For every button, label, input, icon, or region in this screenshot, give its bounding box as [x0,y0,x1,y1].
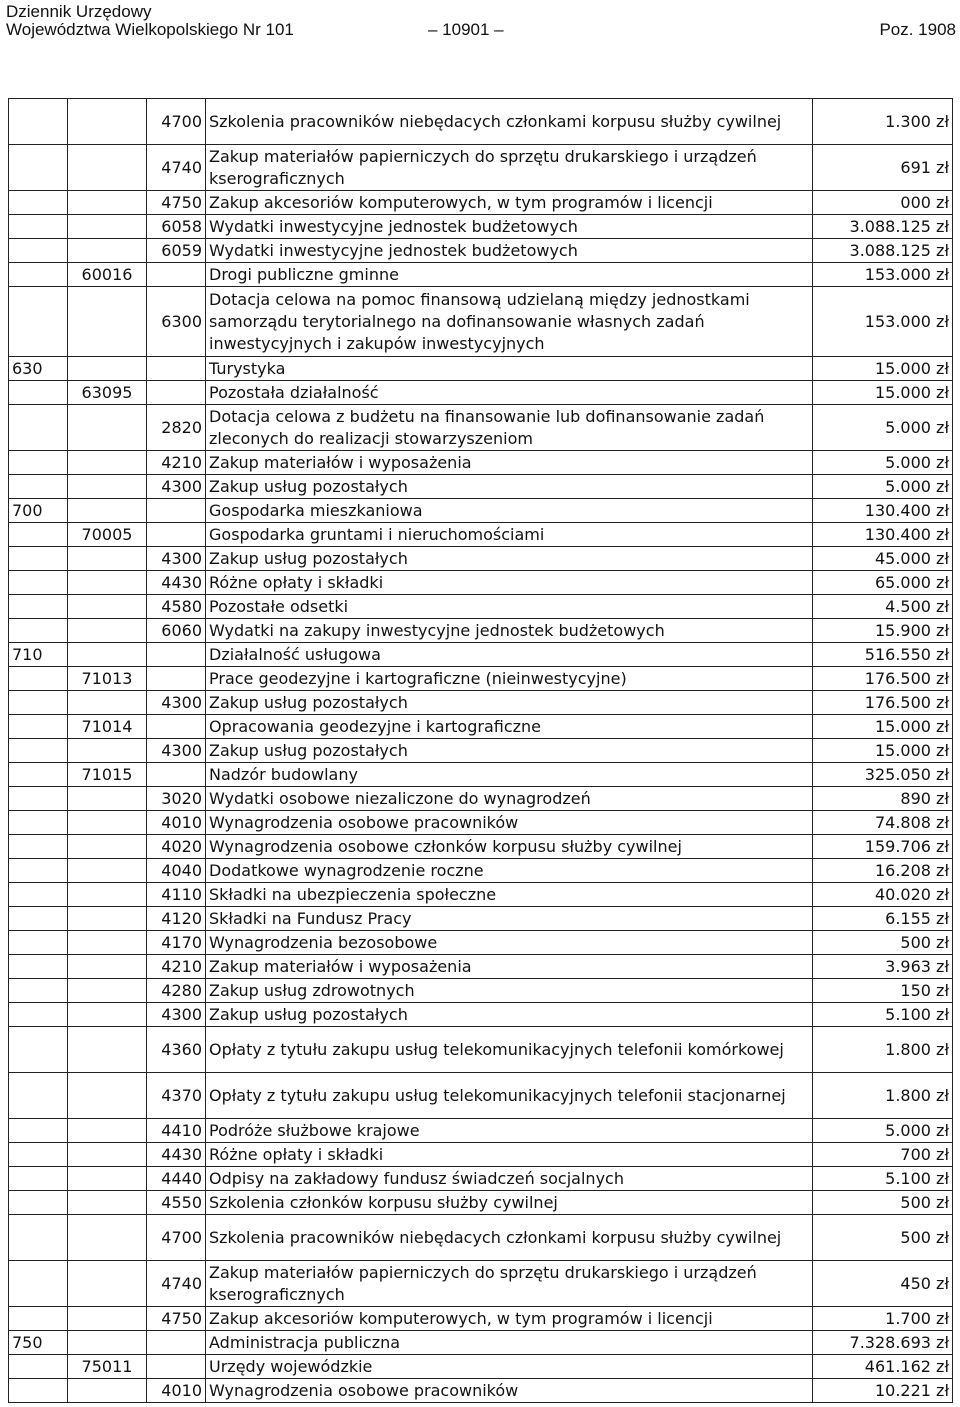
description-cell: Nadzór budowlany [206,763,813,787]
description-cell: Składki na ubezpieczenia społeczne [206,883,813,907]
description-cell: Administracja publiczna [206,1331,813,1355]
table-row [9,381,953,405]
paragraph-cell: 6060 [147,619,206,643]
division-cell: 630 [9,357,68,381]
paragraph-cell: 4300 [147,475,206,499]
division-cell [9,145,68,191]
description-cell: Zakup usług pozostałych [206,1003,813,1027]
division-cell: 710 [9,643,68,667]
amount-cell: 700 zł [813,1143,953,1167]
division-cell [9,523,68,547]
paragraph-cell [147,381,206,405]
amount-cell: 130.400 zł [813,523,953,547]
amount-cell: 15.000 zł [813,739,953,763]
division-cell [9,907,68,931]
paragraph-cell: 4700 [147,1215,206,1261]
chapter-cell [68,1143,147,1167]
journal-issue: Województwa Wielkopolskiego Nr 101 [6,20,294,39]
table-row [9,1331,953,1355]
division-cell [9,1167,68,1191]
chapter-cell: 63095 [68,381,147,405]
amount-cell: 500 zł [813,931,953,955]
division-cell [9,405,68,451]
description-cell: Wydatki na zakupy inwestycyjne jednostek budżetowych [206,619,813,643]
chapter-cell [68,499,147,523]
table-row [9,1261,953,1307]
division-cell [9,1355,68,1379]
amount-cell: 159.706 zł [813,835,953,859]
division-cell [9,1003,68,1027]
paragraph-cell: 4430 [147,1143,206,1167]
table-row [9,1027,953,1073]
table-row [9,215,953,239]
chapter-cell: 71013 [68,667,147,691]
description-cell: Różne opłaty i składki [206,1143,813,1167]
paragraph-cell [147,357,206,381]
description-cell: Różne opłaty i składki [206,571,813,595]
table-row [9,357,953,381]
chapter-cell [68,1027,147,1073]
paragraph-cell: 4410 [147,1119,206,1143]
paragraph-cell: 4300 [147,1003,206,1027]
amount-cell: 461.162 zł [813,1355,953,1379]
chapter-cell [68,357,147,381]
division-cell [9,667,68,691]
chapter-cell [68,451,147,475]
division-cell [9,475,68,499]
description-cell: Gospodarka mieszkaniowa [206,499,813,523]
table-row [9,571,953,595]
description-cell: Zakup usług pozostałych [206,547,813,571]
description-cell: Szkolenia członków korpusu służby cywilnej [206,1191,813,1215]
paragraph-cell: 4440 [147,1167,206,1191]
table-row [9,811,953,835]
chapter-cell [68,1261,147,1307]
table-row [9,1307,953,1331]
paragraph-cell: 6300 [147,287,206,357]
paragraph-cell: 4210 [147,451,206,475]
table-row [9,239,953,263]
table-row [9,263,953,287]
page-number: – 10901 – [428,20,504,39]
chapter-cell [68,595,147,619]
description-cell: Podróże służbowe krajowe [206,1119,813,1143]
description-cell: Składki na Fundusz Pracy [206,907,813,931]
description-cell: Wynagrodzenia osobowe pracowników [206,811,813,835]
division-cell [9,859,68,883]
description-cell: Dotacja celowa na pomoc finansową udzielaną między jednostkami samorządu terytorialnego na dofinansowanie własnych zadań inwestycyjnych i zakupów inwestycyjnych [206,287,813,357]
paragraph-cell [147,1331,206,1355]
division-cell [9,99,68,145]
description-cell: Zakup akcesoriów komputerowych, w tym programów i licencji [206,191,813,215]
amount-cell: 153.000 zł [813,263,953,287]
amount-cell: 65.000 zł [813,571,953,595]
chapter-cell [68,787,147,811]
amount-cell: 450 zł [813,1261,953,1307]
amount-cell: 5.000 zł [813,405,953,451]
description-cell: Szkolenia pracowników niebędacych członkami korpusu służby cywilnej [206,1215,813,1261]
table-row [9,451,953,475]
chapter-cell [68,883,147,907]
chapter-cell [68,191,147,215]
description-cell: Turystyka [206,357,813,381]
chapter-cell [68,571,147,595]
chapter-cell [68,1003,147,1027]
table-row [9,667,953,691]
division-cell [9,215,68,239]
table-row [9,1355,953,1379]
amount-cell: 1.800 zł [813,1073,953,1119]
amount-cell: 176.500 zł [813,667,953,691]
amount-cell: 5.000 zł [813,451,953,475]
division-cell [9,239,68,263]
description-cell: Zakup materiałów i wyposażenia [206,955,813,979]
chapter-cell [68,931,147,955]
amount-cell: 40.020 zł [813,883,953,907]
chapter-cell: 75011 [68,1355,147,1379]
table-row [9,145,953,191]
description-cell: Zakup usług zdrowotnych [206,979,813,1003]
chapter-cell [68,955,147,979]
amount-cell: 1.700 zł [813,1307,953,1331]
chapter-cell [68,1191,147,1215]
paragraph-cell [147,715,206,739]
amount-cell: 890 zł [813,787,953,811]
amount-cell: 5.000 zł [813,475,953,499]
table-row [9,547,953,571]
description-cell: Opracowania geodezyjne i kartograficzne [206,715,813,739]
table-row [9,1191,953,1215]
paragraph-cell: 4700 [147,99,206,145]
amount-cell: 4.500 zł [813,595,953,619]
description-cell: Działalność usługowa [206,643,813,667]
paragraph-cell: 4170 [147,931,206,955]
chapter-cell: 71014 [68,715,147,739]
description-cell: Opłaty z tytułu zakupu usług telekomunikacyjnych telefonii stacjonarnej [206,1073,813,1119]
table-row [9,835,953,859]
paragraph-cell [147,523,206,547]
table-row [9,405,953,451]
division-cell [9,1379,68,1403]
paragraph-cell: 6058 [147,215,206,239]
chapter-cell [68,1167,147,1191]
table-row [9,1119,953,1143]
table-row [9,739,953,763]
description-cell: Wydatki osobowe niezaliczone do wynagrodzeń [206,787,813,811]
chapter-cell [68,475,147,499]
division-cell [9,1143,68,1167]
paragraph-cell [147,643,206,667]
description-cell: Dotacja celowa z budżetu na finansowanie lub dofinansowanie zadań zleconych do realizacji stowarzyszeniom [206,405,813,451]
chapter-cell [68,287,147,357]
table-row [9,1073,953,1119]
description-cell: Zakup materiałów i wyposażenia [206,451,813,475]
paragraph-cell: 4370 [147,1073,206,1119]
description-cell: Wydatki inwestycyjne jednostek budżetowych [206,239,813,263]
paragraph-cell: 4300 [147,547,206,571]
chapter-cell [68,1331,147,1355]
paragraph-cell: 4300 [147,739,206,763]
division-cell [9,263,68,287]
table-row [9,931,953,955]
amount-cell: 500 zł [813,1215,953,1261]
amount-cell: 1.800 zł [813,1027,953,1073]
budget-table-body [9,99,953,1403]
chapter-cell: 60016 [68,263,147,287]
table-row [9,523,953,547]
division-cell [9,619,68,643]
paragraph-cell [147,763,206,787]
amount-cell: 150 zł [813,979,953,1003]
paragraph-cell: 4360 [147,1027,206,1073]
chapter-cell [68,619,147,643]
table-row [9,475,953,499]
table-row [9,643,953,667]
chapter-cell [68,835,147,859]
chapter-cell [68,859,147,883]
chapter-cell [68,99,147,145]
amount-cell: 176.500 zł [813,691,953,715]
description-cell: Prace geodezyjne i kartograficzne (nieinwestycyjne) [206,667,813,691]
paragraph-cell: 4430 [147,571,206,595]
paragraph-cell: 4110 [147,883,206,907]
division-cell [9,1307,68,1331]
description-cell: Urzędy wojewódzkie [206,1355,813,1379]
amount-cell: 3.088.125 zł [813,239,953,263]
table-row [9,287,953,357]
paragraph-cell [147,1355,206,1379]
paragraph-cell [147,263,206,287]
division-cell [9,571,68,595]
chapter-cell [68,1119,147,1143]
chapter-cell [68,239,147,263]
division-cell [9,715,68,739]
amount-cell: 691 zł [813,145,953,191]
description-cell: Zakup materiałów papierniczych do sprzętu drukarskiego i urządzeń kserograficznych [206,145,813,191]
paragraph-cell: 4010 [147,811,206,835]
amount-cell: 500 zł [813,1191,953,1215]
amount-cell: 000 zł [813,191,953,215]
amount-cell: 153.000 zł [813,287,953,357]
paragraph-cell: 4740 [147,145,206,191]
division-cell [9,787,68,811]
division-cell [9,1215,68,1261]
amount-cell: 1.300 zł [813,99,953,145]
chapter-cell [68,979,147,1003]
description-cell: Wydatki inwestycyjne jednostek budżetowych [206,215,813,239]
table-row [9,859,953,883]
paragraph-cell: 4580 [147,595,206,619]
paragraph-cell: 3020 [147,787,206,811]
paragraph-cell [147,499,206,523]
description-cell: Odpisy na zakładowy fundusz świadczeń socjalnych [206,1167,813,1191]
description-cell: Gospodarka gruntami i nieruchomościami [206,523,813,547]
table-row [9,99,953,145]
table-row [9,1215,953,1261]
journal-title: Dziennik Urzędowy [6,2,152,21]
table-row [9,787,953,811]
division-cell [9,811,68,835]
amount-cell: 7.328.693 zł [813,1331,953,1355]
division-cell [9,1191,68,1215]
division-cell [9,883,68,907]
description-cell: Zakup usług pozostałych [206,739,813,763]
description-cell: Szkolenia pracowników niebędacych członkami korpusu służby cywilnej [206,99,813,145]
paragraph-cell: 4740 [147,1261,206,1307]
division-cell [9,191,68,215]
division-cell [9,979,68,1003]
chapter-cell [68,1307,147,1331]
table-row [9,883,953,907]
paragraph-cell: 4040 [147,859,206,883]
table-row [9,191,953,215]
paragraph-cell: 4210 [147,955,206,979]
amount-cell: 5.100 zł [813,1003,953,1027]
division-cell [9,739,68,763]
amount-cell: 3.963 zł [813,955,953,979]
description-cell: Dodatkowe wynagrodzenie roczne [206,859,813,883]
table-row [9,1003,953,1027]
division-cell [9,1119,68,1143]
division-cell [9,547,68,571]
description-cell: Wynagrodzenia bezosobowe [206,931,813,955]
amount-cell: 130.400 zł [813,499,953,523]
amount-cell: 16.208 zł [813,859,953,883]
description-cell: Wynagrodzenia osobowe członków korpusu służby cywilnej [206,835,813,859]
amount-cell: 15.000 zł [813,715,953,739]
amount-cell: 5.000 zł [813,1119,953,1143]
table-row [9,595,953,619]
paragraph-cell: 4120 [147,907,206,931]
chapter-cell [68,907,147,931]
page-header [0,0,960,46]
chapter-cell [68,643,147,667]
chapter-cell [68,691,147,715]
division-cell [9,955,68,979]
amount-cell: 15.000 zł [813,357,953,381]
table-row [9,1143,953,1167]
description-cell: Pozostała działalność [206,381,813,405]
amount-cell: 516.550 zł [813,643,953,667]
table-row [9,1379,953,1403]
table-row [9,619,953,643]
chapter-cell [68,811,147,835]
table-row [9,979,953,1003]
chapter-cell [68,145,147,191]
division-cell [9,835,68,859]
paragraph-cell: 4750 [147,1307,206,1331]
description-cell: Zakup akcesoriów komputerowych, w tym programów i licencji [206,1307,813,1331]
description-cell: Zakup usług pozostałych [206,691,813,715]
amount-cell: 325.050 zł [813,763,953,787]
division-cell [9,1261,68,1307]
division-cell [9,763,68,787]
chapter-cell [68,739,147,763]
chapter-cell [68,547,147,571]
division-cell: 700 [9,499,68,523]
paragraph-cell: 4750 [147,191,206,215]
amount-cell: 15.000 zł [813,381,953,405]
table-row [9,1167,953,1191]
paragraph-cell: 4020 [147,835,206,859]
division-cell [9,595,68,619]
description-cell: Wynagrodzenia osobowe pracowników [206,1379,813,1403]
description-cell: Zakup usług pozostałych [206,475,813,499]
description-cell: Zakup materiałów papierniczych do sprzętu drukarskiego i urządzeń kserograficznych [206,1261,813,1307]
division-cell [9,691,68,715]
division-cell [9,1073,68,1119]
paragraph-cell [147,667,206,691]
division-cell [9,451,68,475]
budget-table [8,98,953,1403]
table-row [9,691,953,715]
division-cell [9,381,68,405]
amount-cell: 74.808 zł [813,811,953,835]
paragraph-cell: 4280 [147,979,206,1003]
amount-cell: 5.100 zł [813,1167,953,1191]
amount-cell: 3.088.125 zł [813,215,953,239]
chapter-cell [68,1379,147,1403]
amount-cell: 6.155 zł [813,907,953,931]
amount-cell: 10.221 zł [813,1379,953,1403]
paragraph-cell: 6059 [147,239,206,263]
description-cell: Pozostałe odsetki [206,595,813,619]
paragraph-cell: 4010 [147,1379,206,1403]
description-cell: Drogi publiczne gminne [206,263,813,287]
division-cell: 750 [9,1331,68,1355]
chapter-cell: 70005 [68,523,147,547]
division-cell [9,287,68,357]
position-number: Poz. 1908 [879,20,956,39]
table-row [9,955,953,979]
paragraph-cell: 2820 [147,405,206,451]
chapter-cell [68,1215,147,1261]
chapter-cell: 71015 [68,763,147,787]
paragraph-cell: 4300 [147,691,206,715]
description-cell: Opłaty z tytułu zakupu usług telekomunikacyjnych telefonii komórkowej [206,1027,813,1073]
table-row [9,763,953,787]
division-cell [9,1027,68,1073]
division-cell [9,931,68,955]
amount-cell: 15.900 zł [813,619,953,643]
table-row [9,715,953,739]
table-row [9,499,953,523]
chapter-cell [68,215,147,239]
chapter-cell [68,405,147,451]
chapter-cell [68,1073,147,1119]
table-row [9,907,953,931]
paragraph-cell: 4550 [147,1191,206,1215]
amount-cell: 45.000 zł [813,547,953,571]
